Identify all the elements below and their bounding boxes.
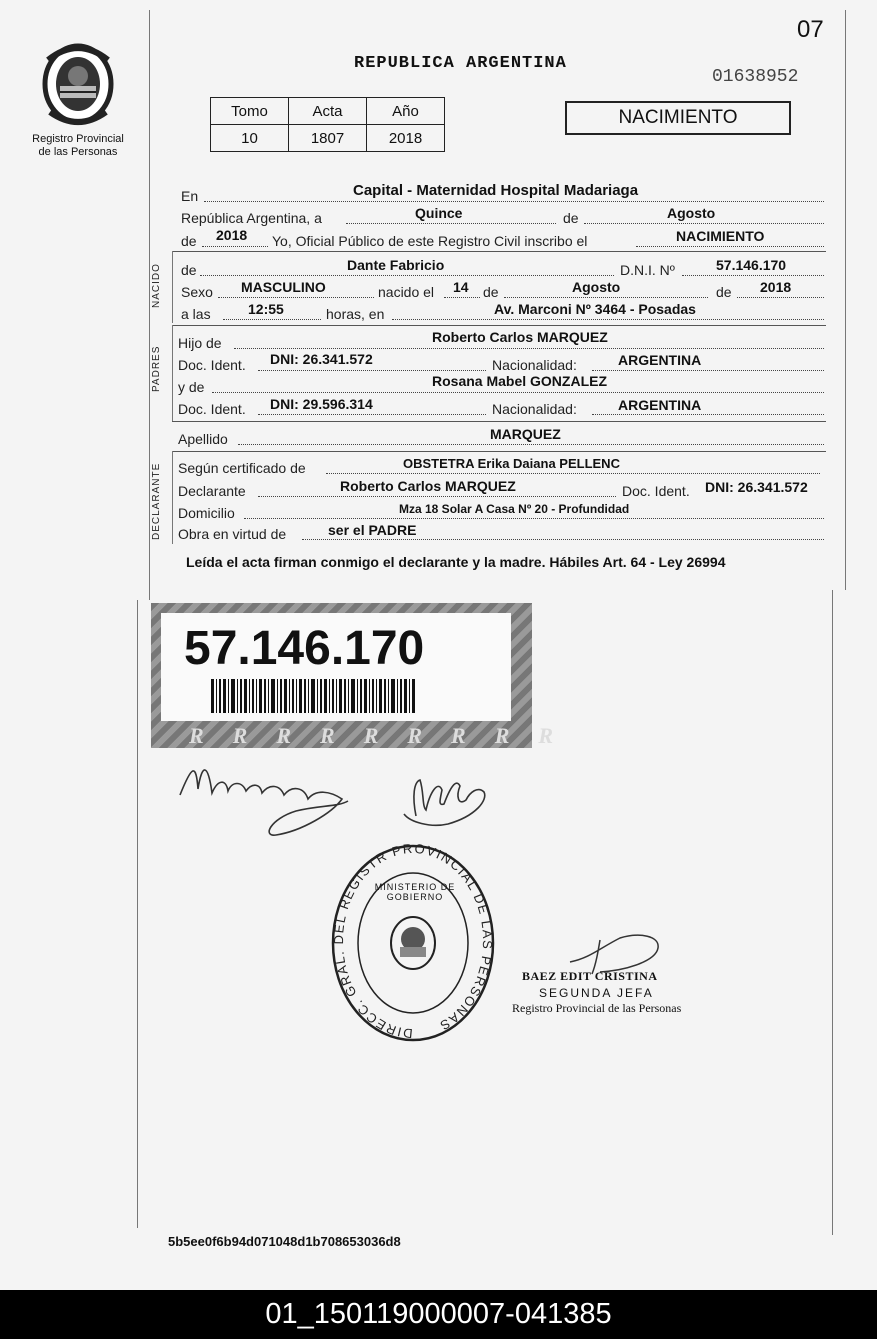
dotted-line (592, 370, 824, 371)
declarante-section-bar (172, 451, 173, 544)
sexo-label: Sexo (181, 284, 213, 300)
dotted-line (204, 201, 824, 202)
certificado-label: Según certificado de (178, 460, 306, 476)
dotted-line (444, 297, 480, 298)
record-table (210, 97, 445, 152)
domicilio-label: Domicilio (178, 505, 235, 521)
sexo-value: MASCULINO (241, 279, 326, 295)
mother-nat-label: Nacionalidad: (492, 401, 577, 417)
father-nat-value: ARGENTINA (618, 352, 702, 368)
right-margin-line-lower (832, 590, 833, 1235)
registry-name-line2: de las Personas (38, 146, 118, 158)
child-dni-value: 57.146.170 (716, 257, 787, 273)
father-name-value: Roberto Carlos MARQUEZ (432, 329, 608, 345)
mother-name-value: Rosana Mabel GONZALEZ (432, 373, 608, 389)
left-margin-line-lower (137, 600, 138, 1228)
declarante-doc-label: Doc. Ident. (622, 483, 690, 499)
place-value: Capital - Maternidad Hospital Madariaga (353, 182, 639, 199)
month-value: Agosto (667, 205, 716, 221)
hijo-label: Hijo de (178, 335, 222, 351)
nacido-el-label: nacido el (378, 284, 435, 300)
yde-label: y de (178, 379, 205, 395)
left-margin-line (149, 10, 150, 600)
alas-label: a las (181, 306, 211, 322)
document-title: REPUBLICA ARGENTINA (354, 54, 567, 73)
dotted-line (244, 518, 824, 519)
dni-sticker (151, 603, 583, 748)
dotted-line (302, 539, 824, 540)
nacido-de-label-3: de (716, 284, 732, 300)
section-divider (172, 325, 826, 326)
dni-label: D.N.I. Nº (620, 262, 675, 278)
mother-doc-value: DNI: 29.596.314 (270, 396, 373, 412)
official-role: SEGUNDA JEFA (539, 986, 654, 1000)
dotted-line (392, 319, 824, 320)
dotted-line (212, 392, 824, 393)
declarante-label: Declarante (178, 483, 246, 499)
section-divider (172, 451, 826, 452)
dotted-line (202, 246, 268, 247)
padres-section-label: PADRES (151, 345, 162, 392)
birth-year-value: 2018 (760, 279, 792, 295)
nacido-section-label: NACIDO (151, 263, 162, 308)
nacido-de-label: de (181, 262, 197, 278)
birth-month-value: Agosto (572, 279, 621, 295)
year-value: 2018 (216, 227, 248, 243)
right-margin-line (845, 10, 846, 590)
section-divider (172, 421, 826, 422)
stamp-ring-text: DIRECC. GRAL. DEL REGISTR PROVINCIAL DE LAS PERSONAS (330, 843, 496, 1042)
dotted-line (218, 297, 374, 298)
table-header-acta: Acta (289, 98, 367, 125)
registry-name-line1: Registro Provincial (32, 133, 124, 145)
day-value: Quince (415, 205, 463, 221)
table-header-anio: Año (367, 98, 445, 125)
dotted-line (223, 319, 321, 320)
de-label: de (563, 210, 579, 226)
birth-address-value: Av. Marconi Nº 3464 - Posadas (494, 301, 696, 317)
dotted-line (592, 414, 824, 415)
dotted-line (636, 246, 824, 247)
mother-nat-value: ARGENTINA (618, 397, 702, 413)
dotted-line (234, 348, 824, 349)
mother-signature (398, 766, 498, 836)
declarant-signature (172, 755, 362, 845)
table-value-tomo: 10 (211, 125, 289, 152)
inscription-value: NACIMIENTO (676, 228, 765, 244)
dotted-line (258, 370, 486, 371)
footer-id-bar (0, 1290, 877, 1339)
official-stamp (330, 843, 496, 1043)
closing-text: Leída el acta firman conmigo el declarante y la madre. Hábiles Art. 64 - Ley 26994 (186, 554, 726, 570)
dotted-line (258, 496, 616, 497)
horas-label: horas, en (326, 306, 385, 322)
sticker-barcode (211, 679, 421, 713)
mother-doc-label: Doc. Ident. (178, 401, 246, 417)
act-type-box (565, 101, 791, 135)
official-name: BAEZ EDIT CRISTINA (522, 969, 658, 983)
province-seal-logo (38, 40, 118, 130)
father-nat-label: Nacionalidad: (492, 357, 577, 373)
en-label: En (181, 188, 199, 204)
act-type-label: NACIMIENTO (618, 107, 738, 128)
dotted-line (737, 297, 824, 298)
de2-label: de (181, 233, 197, 249)
father-doc-value: DNI: 26.341.572 (270, 351, 373, 367)
declarante-value: Roberto Carlos MARQUEZ (340, 478, 516, 494)
child-name-value: Dante Fabricio (347, 257, 445, 273)
section-divider (172, 251, 826, 252)
table-value-acta: 1807 (289, 125, 367, 152)
declarante-doc-value: DNI: 26.341.572 (705, 479, 808, 495)
father-doc-label: Doc. Ident. (178, 357, 246, 373)
dotted-line (584, 223, 824, 224)
obra-value: ser el PADRE (328, 522, 417, 538)
certificado-value: OBSTETRA Erika Daiana PELLENC (403, 456, 620, 471)
nacido-de-label-2: de (483, 284, 499, 300)
dotted-line (682, 275, 824, 276)
statement-text: Yo, Oficial Público de este Registro Civil inscribo el (272, 233, 588, 249)
dotted-line (504, 297, 708, 298)
table-header-tomo: Tomo (211, 98, 289, 125)
sticker-number: 57.146.170 (184, 622, 425, 675)
stamp-emblem (391, 917, 435, 969)
page-number: 07 (797, 16, 824, 43)
sticker-r-marks: RRRRRRRRR (189, 723, 583, 748)
declarante-section-label: DECLARANTE (151, 462, 162, 540)
serial-number: 01638952 (712, 67, 799, 87)
registry-name (20, 133, 136, 159)
nacido-section-bar (172, 251, 173, 323)
padres-section-bar (172, 325, 173, 421)
dotted-line (200, 275, 614, 276)
stamp-inner-text: MINISTERIO DE GOBIERNO (374, 882, 456, 902)
table-value-anio: 2018 (367, 125, 445, 152)
republica-label: República Argentina, a (181, 210, 322, 226)
birth-day-value: 14 (453, 279, 469, 295)
domicilio-value: Mza 18 Solar A Casa Nº 20 - Profundidad (399, 502, 630, 516)
official-org: Registro Provincial de las Personas (512, 1001, 682, 1015)
obra-label: Obra en virtud de (178, 526, 287, 542)
dotted-line (326, 473, 820, 474)
apellido-value: MARQUEZ (490, 426, 561, 442)
dotted-line (258, 414, 486, 415)
document-hash: 5b5ee0f6b94d071048d1b708653036d8 (168, 1234, 401, 1249)
footer-id-text: 01_150119000007-041385 (265, 1298, 612, 1330)
dotted-line (346, 223, 556, 224)
apellido-label: Apellido (178, 431, 228, 447)
dotted-line (238, 444, 824, 445)
birth-time-value: 12:55 (248, 301, 284, 317)
